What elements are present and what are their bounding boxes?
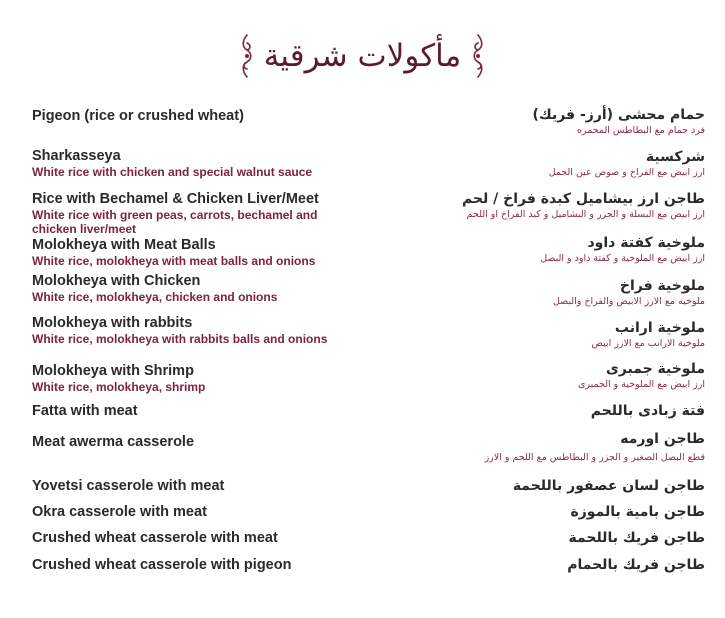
menu-item-en xyxy=(32,191,352,236)
dish-desc-ar: ارز ابيض مع الفراخ و صوص عين الجمل xyxy=(548,167,705,178)
dish-name-en: Molokheya with Shrimp xyxy=(32,363,194,379)
dish-desc-ar: فرد حمام مع البطاطس المحمره xyxy=(576,125,705,136)
menu-item-ar xyxy=(405,148,705,180)
dish-name-ar: طاجن فريك باللحمة xyxy=(568,530,705,546)
left-ornament-icon xyxy=(238,33,256,79)
menu-item-en xyxy=(32,403,352,420)
dish-desc-ar: ملوخيه مع الارز الابيض والفراخ والبصل xyxy=(552,296,705,307)
menu-item-ar xyxy=(405,277,705,309)
dish-desc-en: White rice with green peas, carrots, bechamel and chicken liver/meet xyxy=(32,208,318,236)
menu-item-ar xyxy=(405,503,705,521)
dish-name-ar: طاجن ارز بيشاميل كبدة فراخ / لحم xyxy=(461,191,705,207)
dish-name-ar: ملوخية كفتة داود xyxy=(587,235,705,251)
dish-desc-en: White rice with chicken and special walnut sauce xyxy=(32,165,313,179)
menu-item-ar xyxy=(405,477,705,495)
dish-name-en: Molokheya with Chicken xyxy=(32,273,201,289)
menu-item-ar xyxy=(405,402,705,420)
dish-name-en: Okra casserole with meat xyxy=(32,504,207,520)
dish-desc-ar: ارز ابيض مع البسلة و الجزر و البشاميل و كبد الفراخ او اللحم xyxy=(466,209,705,220)
dish-name-ar: طاجن لسان عصفور باللحمة xyxy=(512,478,705,494)
menu-item-ar xyxy=(405,106,705,138)
right-ornament-icon xyxy=(469,33,487,79)
menu-title: مأكولات شرقية xyxy=(263,38,462,74)
menu-header xyxy=(0,28,725,84)
menu-item-ar xyxy=(405,529,705,547)
dish-desc-ar: ارز ابيض مع الملوخية و الجمبرى xyxy=(577,379,705,390)
menu-item-en xyxy=(32,273,352,304)
dish-name-ar: طاجن بامية بالموزة xyxy=(570,504,705,520)
dish-name-en: Crushed wheat casserole with pigeon xyxy=(32,557,292,573)
menu-item-ar xyxy=(405,430,705,465)
menu-item-ar xyxy=(405,190,705,222)
dish-desc-ar: ارز ابيض مع الملوخية و كفتة داود و البصل xyxy=(540,253,705,264)
dish-desc-ar: ملوخية الارانب مع الارز ابيض xyxy=(591,338,705,349)
dish-desc-en: White rice, molokheya with meat balls and onions xyxy=(32,254,316,268)
dish-name-en: Crushed wheat casserole with meat xyxy=(32,530,278,546)
menu-item-ar xyxy=(405,360,705,392)
menu-item-en xyxy=(32,108,352,125)
menu-item-ar xyxy=(405,319,705,351)
menu-item-en xyxy=(32,504,352,521)
dish-desc-en: White rice, molokheya, chicken and onions xyxy=(32,290,278,304)
dish-desc-en: White rice, molokheya, shrimp xyxy=(32,380,206,394)
dish-desc-en: White rice, molokheya with rabbits balls and onions xyxy=(32,332,328,346)
dish-name-en: Molokheya with Meat Balls xyxy=(32,237,216,253)
dish-name-en: Rice with Bechamel & Chicken Liver/Meet xyxy=(32,191,319,207)
menu-item-ar xyxy=(405,234,705,266)
dish-name-ar: طاجن اورمه xyxy=(620,431,705,447)
dish-name-ar: حمام محشى (أرز- فريك) xyxy=(532,107,705,123)
menu-item-en xyxy=(32,530,352,547)
dish-desc-ar: قطع البصل الصغير و الجزر و البطاطس مع اللحم و الارز xyxy=(484,452,705,463)
dish-name-en: Sharkasseya xyxy=(32,148,121,164)
menu-item-en xyxy=(32,434,352,451)
dish-name-ar: ملوخية ارانب xyxy=(614,320,705,336)
dish-name-en: Yovetsi casserole with meat xyxy=(32,478,225,494)
dish-name-ar: ملوخية فراخ xyxy=(619,278,705,294)
menu-item-en xyxy=(32,478,352,495)
dish-name-en: Meat awerma casserole xyxy=(32,434,195,450)
menu-item-en xyxy=(32,148,352,179)
dish-name-ar: طاجن فريك بالحمام xyxy=(567,557,705,573)
dish-name-en: Fatta with meat xyxy=(32,403,138,419)
menu-item-en xyxy=(32,315,352,346)
menu-item-en xyxy=(32,363,352,394)
dish-name-ar: فتة زبادى باللحم xyxy=(590,403,705,419)
dish-name-en: Molokheya with rabbits xyxy=(32,315,193,331)
menu-item-en xyxy=(32,557,352,574)
menu-item-en xyxy=(32,237,352,268)
dish-name-en: Pigeon (rice or crushed wheat) xyxy=(32,108,244,124)
dish-name-ar: ملوخية جمبرى xyxy=(605,361,705,377)
menu-item-ar xyxy=(405,556,705,574)
dish-name-ar: شركسية xyxy=(645,149,705,165)
